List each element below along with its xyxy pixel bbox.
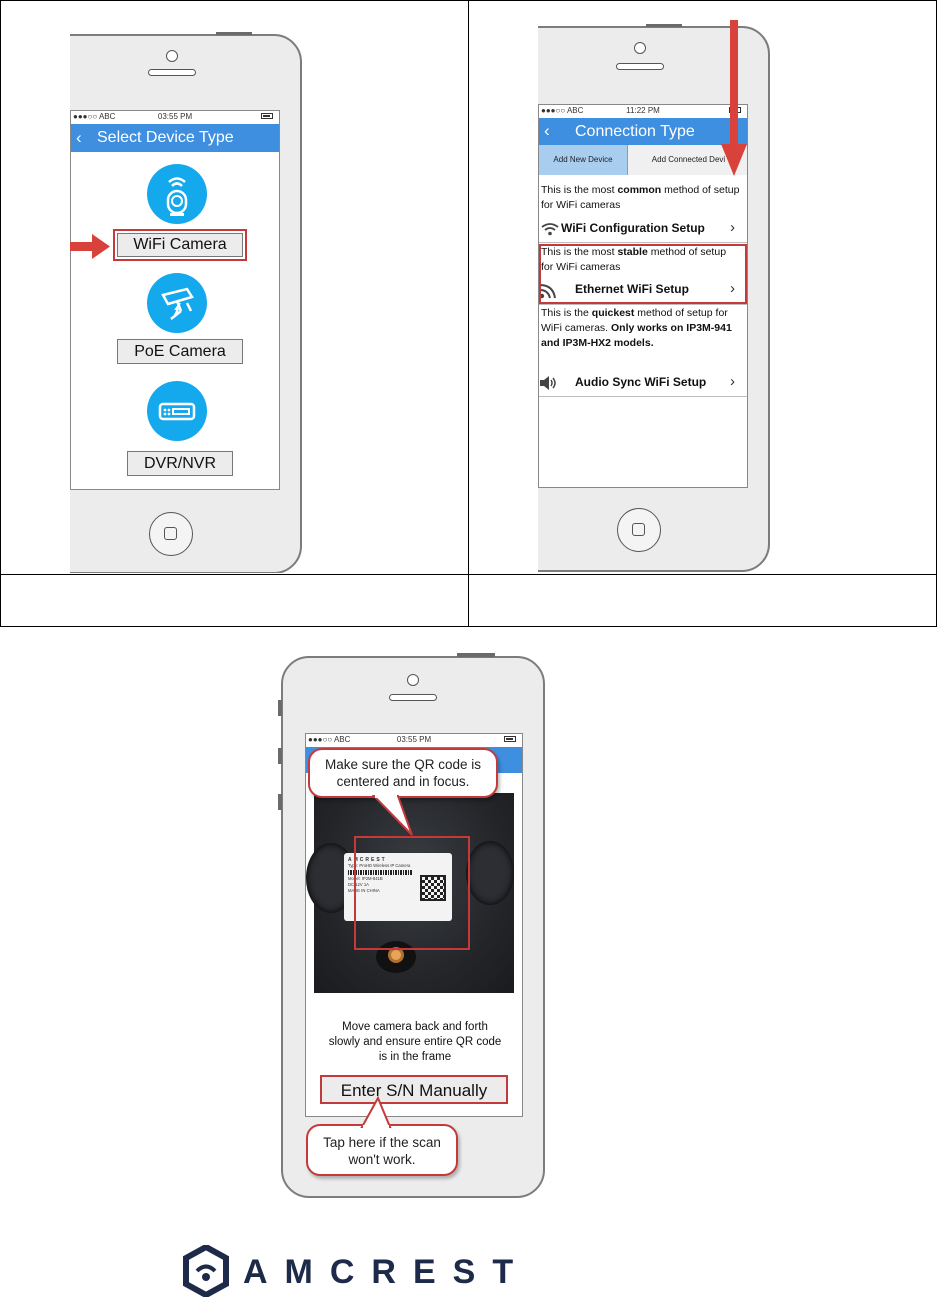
status-bar bbox=[306, 734, 522, 746]
phone-top-button bbox=[646, 24, 682, 27]
callout-pointer-bottom bbox=[360, 1096, 400, 1128]
status-bar bbox=[71, 111, 279, 123]
audio-sync-wifi-setup-row[interactable] bbox=[539, 373, 747, 393]
phone-volume-down bbox=[278, 794, 282, 810]
qr-focus-box bbox=[354, 836, 470, 950]
scan-instructions: Move camera back and forth slowly and ensure entire QR code is in the frame bbox=[328, 1021, 502, 1063]
wifi-camera-button[interactable]: WiFi Camera bbox=[117, 233, 243, 257]
label-line: Model: IP2M-841B bbox=[348, 876, 383, 881]
table-border-center bbox=[468, 0, 469, 627]
chevron-right-icon: › bbox=[730, 373, 735, 390]
method-description: This is the most stable method of setup for WiFi cameras bbox=[541, 246, 727, 273]
panel-connection-type bbox=[538, 20, 778, 573]
tab-bar bbox=[539, 145, 747, 175]
speaker-icon bbox=[539, 375, 559, 391]
dvr-nvr-button[interactable]: DVR/NVR bbox=[127, 451, 233, 476]
chevron-right-icon: › bbox=[730, 280, 735, 297]
table-border-right bbox=[936, 0, 937, 627]
carrier-label: ●●●○○ ABC bbox=[308, 735, 351, 744]
scroll-down-arrow-icon bbox=[720, 20, 748, 178]
phone-top-button bbox=[216, 32, 252, 35]
phone-screen bbox=[538, 104, 748, 488]
method-description: This is the most common method of setup for WiFi cameras bbox=[541, 184, 740, 211]
callout-pointer-top bbox=[372, 795, 416, 839]
chevron-right-icon: › bbox=[730, 219, 735, 236]
page-title: Select Device Type bbox=[97, 129, 234, 146]
back-chevron-icon[interactable]: ‹ bbox=[76, 128, 82, 147]
enter-sn-manually-button[interactable]: Enter S/N Manually bbox=[320, 1075, 508, 1104]
back-chevron-icon[interactable]: ‹ bbox=[544, 121, 550, 140]
phone-speaker bbox=[148, 69, 196, 76]
method-name: Ethernet WiFi Setup bbox=[575, 282, 689, 296]
phone-camera bbox=[634, 42, 646, 54]
battery-icon bbox=[504, 736, 516, 742]
pointer-arrow-icon bbox=[70, 232, 112, 260]
phone-volume-up bbox=[278, 748, 282, 764]
wifi-camera-icon[interactable] bbox=[147, 164, 207, 224]
method-name: WiFi Configuration Setup bbox=[561, 221, 705, 235]
tab-add-connected-device[interactable]: Add Connected Devi bbox=[627, 145, 748, 175]
page-title: Connection Type bbox=[575, 123, 695, 140]
clock: 03:55 PM bbox=[396, 735, 432, 744]
home-button[interactable] bbox=[617, 508, 661, 552]
divider bbox=[539, 304, 747, 305]
wifi-configuration-setup-row[interactable] bbox=[539, 219, 747, 239]
dvr-nvr-icon[interactable] bbox=[147, 381, 207, 441]
divider bbox=[539, 242, 747, 243]
label-line: DC 12V 1A bbox=[348, 882, 369, 887]
carrier-label: ●●●○○ ABC bbox=[541, 106, 584, 115]
panel-select-device-type bbox=[70, 28, 310, 573]
wifi-camera-highlight bbox=[113, 229, 247, 261]
nav-bar bbox=[539, 118, 747, 145]
clock: 03:55 PM bbox=[157, 112, 193, 121]
label-line: MADE IN CHINA bbox=[348, 888, 380, 893]
footer-brand: AMCREST bbox=[243, 1253, 531, 1291]
wifi-icon bbox=[541, 222, 559, 236]
clock: 11:22 PM bbox=[626, 106, 660, 115]
poe-camera-icon[interactable] bbox=[147, 273, 207, 333]
battery-icon bbox=[261, 113, 273, 119]
phone-camera bbox=[407, 674, 419, 686]
poe-camera-button[interactable]: PoE Camera bbox=[117, 339, 243, 364]
phone-screen bbox=[70, 110, 280, 490]
divider bbox=[539, 396, 747, 397]
method-description: This is the quickest method of setup for WiFi cameras. Only works on IP3M-941 and IP3M-HX2 models. bbox=[541, 307, 732, 349]
camera-lens-right bbox=[466, 841, 514, 905]
amcrest-logo-icon bbox=[182, 1245, 230, 1297]
home-button[interactable] bbox=[149, 512, 193, 556]
phone-speaker bbox=[616, 63, 664, 70]
table-border-left bbox=[0, 0, 1, 627]
method-name: Audio Sync WiFi Setup bbox=[575, 375, 707, 389]
panel-qr-scan bbox=[276, 650, 552, 1202]
status-bar bbox=[539, 105, 747, 117]
tab-add-new-device[interactable]: Add New Device bbox=[539, 145, 627, 175]
label-line: Type: ProHD Wireless IP Camera bbox=[348, 863, 411, 868]
phone-top-button bbox=[457, 653, 495, 657]
phone-mute-switch bbox=[278, 700, 282, 716]
carrier-label: ●●●○○ ABC bbox=[73, 112, 116, 121]
label-brand: AMCREST bbox=[348, 857, 387, 863]
callout-manual-entry: Tap here if the scan won't work. bbox=[306, 1124, 458, 1176]
ethernet-wifi-highlight bbox=[539, 244, 747, 304]
callout-qr-focus: Make sure the QR code is centered and in focus. bbox=[308, 748, 498, 798]
phone-speaker bbox=[389, 694, 437, 701]
phone-camera bbox=[166, 50, 178, 62]
nav-bar bbox=[71, 124, 279, 152]
